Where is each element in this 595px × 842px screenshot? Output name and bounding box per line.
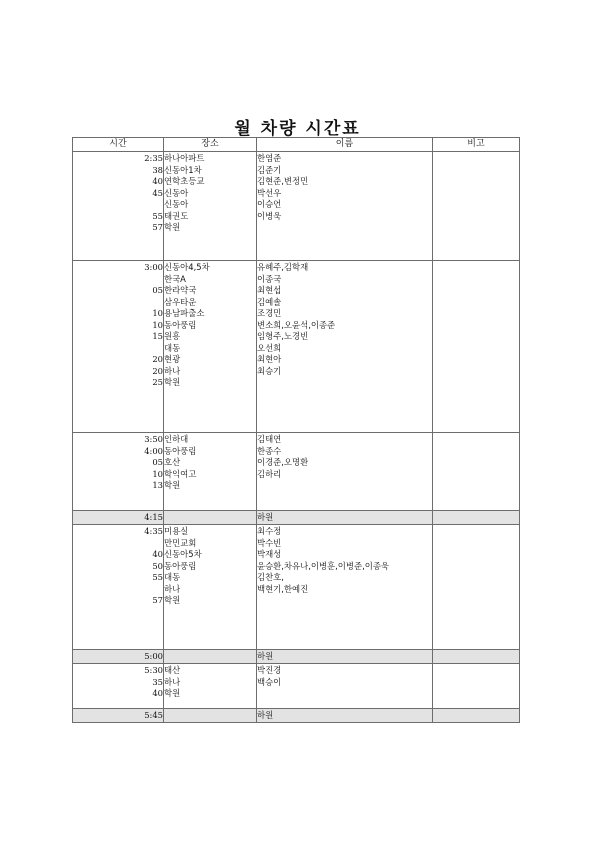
name-cell bbox=[257, 525, 433, 650]
time-cell-line: 50 bbox=[152, 560, 163, 571]
header-place: 장소 bbox=[164, 138, 257, 152]
place-cell-line: 대동 bbox=[164, 342, 181, 353]
name-cell-line: 김현준,변정민 bbox=[257, 176, 309, 186]
time-cell bbox=[73, 261, 164, 433]
name-cell-line bbox=[257, 595, 432, 607]
name-cell-line: 변소희,오윤석,이종준 bbox=[257, 319, 336, 330]
time-cell-line: 10 bbox=[152, 308, 163, 318]
time-cell-line: 45 bbox=[152, 187, 163, 198]
dropoff-row bbox=[73, 650, 520, 664]
time-cell-line: 40 bbox=[152, 549, 163, 559]
schedule-group-row bbox=[73, 433, 520, 511]
schedule-group-row bbox=[73, 261, 520, 433]
name-cell-line: 최현아 bbox=[257, 354, 282, 364]
note-cell bbox=[433, 664, 520, 709]
place-cell-line: 한라약국 bbox=[164, 285, 197, 295]
time-cell-line: 10 bbox=[152, 319, 163, 330]
name-cell bbox=[257, 664, 433, 709]
name-cell-line: 유혜주,김학재 bbox=[257, 262, 309, 272]
place-cell-line: 하나 bbox=[164, 583, 181, 594]
place-cell-line: 한국A bbox=[164, 273, 186, 284]
place-cell-line: 태산 bbox=[164, 665, 181, 675]
place-cell-line: 신동아4,5차 bbox=[164, 262, 210, 272]
place-cell-line: 현광 bbox=[164, 354, 181, 364]
name-cell-line: 최현섭 bbox=[257, 285, 282, 295]
time-cell bbox=[73, 433, 164, 511]
name-cell-line: 박선우 bbox=[257, 187, 282, 198]
note-cell bbox=[433, 433, 520, 511]
dropoff-label: 하원 bbox=[257, 511, 433, 525]
name-cell-line: 백현기,한예진 bbox=[257, 583, 309, 594]
header-name: 이름 bbox=[257, 138, 433, 152]
place-cell-line: 하나 bbox=[164, 365, 181, 376]
schedule-group-row bbox=[73, 525, 520, 650]
header-time: 시간 bbox=[73, 138, 164, 152]
dropoff-time: 5:45 bbox=[73, 709, 164, 723]
place-cell-line: 학원 bbox=[164, 222, 181, 232]
place-cell-line: 대동 bbox=[164, 572, 181, 582]
time-cell-line: 40 bbox=[152, 176, 163, 186]
time-cell-line: 4:00 bbox=[144, 445, 163, 456]
time-cell-line: 38 bbox=[152, 164, 163, 175]
dropoff-label: 하원 bbox=[257, 709, 433, 723]
place-cell-line: 학원 bbox=[164, 480, 181, 490]
place-cell-line: 학원 bbox=[164, 688, 181, 698]
time-cell bbox=[73, 664, 164, 709]
name-cell-line: 박진경 bbox=[257, 665, 282, 675]
name-cell-line bbox=[257, 377, 432, 389]
place-cell-line: 신동아 bbox=[164, 187, 189, 198]
time-cell-line bbox=[73, 538, 163, 550]
header-row bbox=[73, 138, 520, 152]
name-cell bbox=[257, 433, 433, 511]
place-cell bbox=[164, 261, 257, 433]
name-cell-line bbox=[257, 222, 432, 234]
time-cell-line: 20 bbox=[152, 365, 163, 376]
place-cell-line: 신동아5차 bbox=[164, 549, 202, 559]
name-cell-line: 이종국 bbox=[257, 273, 282, 284]
place-cell-line: 학익여고 bbox=[164, 468, 197, 479]
name-cell bbox=[257, 261, 433, 433]
dropoff-note bbox=[433, 709, 520, 723]
place-cell-line: 원흥 bbox=[164, 331, 181, 341]
time-cell-line: 05 bbox=[152, 285, 163, 295]
name-cell-line: 조경민 bbox=[257, 308, 282, 318]
name-cell-line: 김태연 bbox=[257, 434, 282, 444]
time-cell-line: 3:00 bbox=[144, 262, 163, 272]
place-cell-line: 신동아 bbox=[164, 199, 189, 209]
name-cell bbox=[257, 152, 433, 261]
time-cell-line: 5:30 bbox=[144, 665, 163, 675]
schedule-body bbox=[73, 152, 520, 723]
time-cell-line bbox=[73, 584, 163, 596]
place-cell-line: 동아풍림 bbox=[164, 560, 197, 571]
name-cell-line: 윤승환,차유나,이병훈,이병준,이종욱 bbox=[257, 560, 390, 571]
schedule-table bbox=[72, 137, 520, 723]
time-cell-line: 05 bbox=[152, 457, 163, 467]
place-cell-line: 학원 bbox=[164, 595, 181, 605]
dropoff-note bbox=[433, 650, 520, 664]
place-cell-line: 만민교회 bbox=[164, 537, 197, 548]
dropoff-place bbox=[164, 650, 257, 664]
dropoff-row bbox=[73, 709, 520, 723]
time-cell-line bbox=[73, 343, 163, 355]
time-cell bbox=[73, 525, 164, 650]
name-cell-line: 오선희 bbox=[257, 342, 282, 353]
dropoff-place bbox=[164, 709, 257, 723]
name-cell-line: 이승언 bbox=[257, 199, 282, 209]
header-note: 비고 bbox=[433, 138, 520, 152]
time-cell-line: 35 bbox=[152, 676, 163, 687]
place-cell-line: 하나아파트 bbox=[164, 153, 205, 163]
name-cell-line: 백승이 bbox=[257, 676, 282, 687]
name-cell-line: 김준기 bbox=[257, 164, 282, 175]
dropoff-row bbox=[73, 511, 520, 525]
place-cell-line: 신동아1차 bbox=[164, 164, 202, 175]
place-cell-line: 미용실 bbox=[164, 526, 189, 536]
time-cell-line: 25 bbox=[152, 377, 163, 387]
name-cell-line: 최수정 bbox=[257, 526, 282, 536]
place-cell-line: 용남파출소 bbox=[164, 308, 205, 318]
place-cell-line: 동아풍림 bbox=[164, 445, 197, 456]
name-cell-line: 이병욱 bbox=[257, 210, 282, 221]
time-cell-line: 4:35 bbox=[144, 526, 163, 536]
schedule-group-row bbox=[73, 664, 520, 709]
dropoff-place bbox=[164, 511, 257, 525]
schedule-group-row bbox=[73, 152, 520, 261]
time-cell-line: 55 bbox=[152, 210, 163, 221]
page-title: 월 차량 시간표 bbox=[234, 119, 361, 139]
place-cell-line: 인하대 bbox=[164, 434, 189, 444]
dropoff-label: 하원 bbox=[257, 650, 433, 664]
time-cell-line: 57 bbox=[152, 595, 163, 605]
time-cell-line: 57 bbox=[152, 222, 163, 232]
name-cell-line: 임형주,노경빈 bbox=[257, 331, 309, 341]
time-cell-line: 15 bbox=[152, 331, 163, 341]
place-cell-line: 학원 bbox=[164, 377, 181, 387]
place-cell-line: 하나 bbox=[164, 676, 181, 687]
place-cell-line: 연학초등교 bbox=[164, 176, 205, 186]
name-cell-line: 김찬호, bbox=[257, 572, 284, 582]
time-cell bbox=[73, 152, 164, 261]
place-cell-line: 호산 bbox=[164, 457, 181, 467]
place-cell bbox=[164, 525, 257, 650]
time-cell-line: 55 bbox=[152, 572, 163, 582]
time-cell-line: 20 bbox=[152, 354, 163, 364]
time-cell-line bbox=[73, 297, 163, 309]
note-cell bbox=[433, 525, 520, 650]
place-cell bbox=[164, 664, 257, 709]
name-cell-line: 한종수 bbox=[257, 445, 282, 456]
name-cell-line bbox=[257, 480, 432, 492]
time-cell-line bbox=[73, 199, 163, 211]
place-cell-line: 삼우타운 bbox=[164, 296, 197, 307]
place-cell bbox=[164, 433, 257, 511]
note-cell bbox=[433, 152, 520, 261]
name-cell-line: 한염준 bbox=[257, 153, 282, 163]
dropoff-time: 5:00 bbox=[73, 650, 164, 664]
name-cell-line: 박재성 bbox=[257, 549, 282, 559]
time-cell-line: 2:35 bbox=[144, 153, 163, 163]
place-cell-line: 태권도 bbox=[164, 210, 189, 221]
time-cell-line: 13 bbox=[152, 480, 163, 490]
dropoff-time: 4:15 bbox=[73, 511, 164, 525]
time-cell-line: 10 bbox=[152, 468, 163, 479]
time-cell-line: 3:50 bbox=[144, 434, 163, 444]
place-cell bbox=[164, 152, 257, 261]
time-cell-line: 40 bbox=[152, 688, 163, 698]
name-cell-line: 김예솔 bbox=[257, 296, 282, 307]
name-cell-line bbox=[257, 688, 432, 700]
name-cell-line: 김하리 bbox=[257, 468, 282, 479]
time-cell-line bbox=[73, 274, 163, 286]
note-cell bbox=[433, 261, 520, 433]
name-cell-line: 박수빈 bbox=[257, 537, 282, 548]
name-cell-line: 최승기 bbox=[257, 365, 282, 376]
name-cell-line: 이경준,오명환 bbox=[257, 457, 309, 467]
dropoff-note bbox=[433, 511, 520, 525]
place-cell-line: 동아풍림 bbox=[164, 319, 197, 330]
